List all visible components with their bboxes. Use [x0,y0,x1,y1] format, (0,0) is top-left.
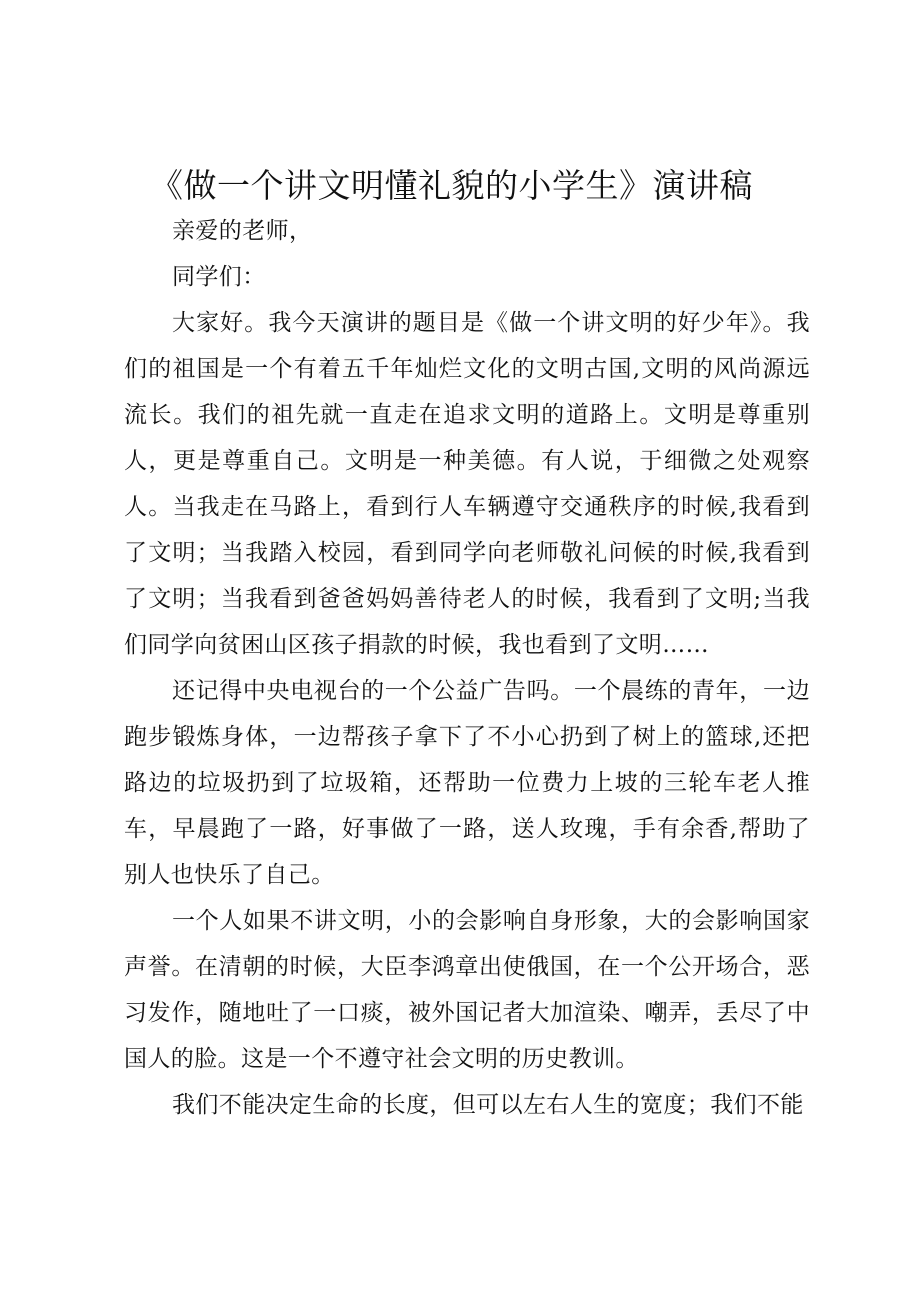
paragraph-1: 大家好。我今天演讲的题目是《做一个讲文明的好少年》。我们的祖国是一个有着五千年灿烂文化的文明古国,文明的风尚源远流长。我们的祖先就一直走在追求文明的道路上。文明是尊重别人，更是尊重自己。文明是一种美德。有人说，于细微之处观察人。当我走在马路上，看到行人车辆遵守交通秩序的时候,我看到了文明；当我踏入校园，看到同学向老师敬礼问候的时候,我看到了文明；当我看到爸爸妈妈善待老人的时候，我看到了文明;当我们同学向贫困山区孩子捐款的时候，我也看到了文明…… [124,310,810,658]
paragraph-4: 我们不能决定生命的长度，但可以左右人生的宽度；我们不能 [172,1092,804,1118]
paragraph-2: 还记得中央电视台的一个公益广告吗。一个晨练的青年，一边跑步锻炼身体，一边帮孩子拿下了不小心扔到了树上的篮球,还把路边的垃圾扔到了垃圾箱，还帮助一位费力上坡的三轮车老人推车，早晨跑了一路，好事做了一路，送人玫瑰，手有余香,帮助了别人也快乐了自己。 [124,678,810,888]
salutation-teachers: 亲爱的老师， [172,218,313,244]
salutation-classmates: 同学们： [172,264,266,290]
document-title: 《做一个讲文明懂礼貌的小学生》演讲稿 [150,166,753,205]
paragraph-3: 一个人如果不讲文明，小的会影响自身形象，大的会影响国家声誉。在清朝的时候，大臣李鸿章出使俄国，在一个公开场合，恶习发作，随地吐了一口痰，被外国记者大加渲染、嘲弄，丢尽了中国人的脸。这是一个不遵守社会文明的历史教训。 [124,908,810,1072]
document-body [124,208,810,1128]
